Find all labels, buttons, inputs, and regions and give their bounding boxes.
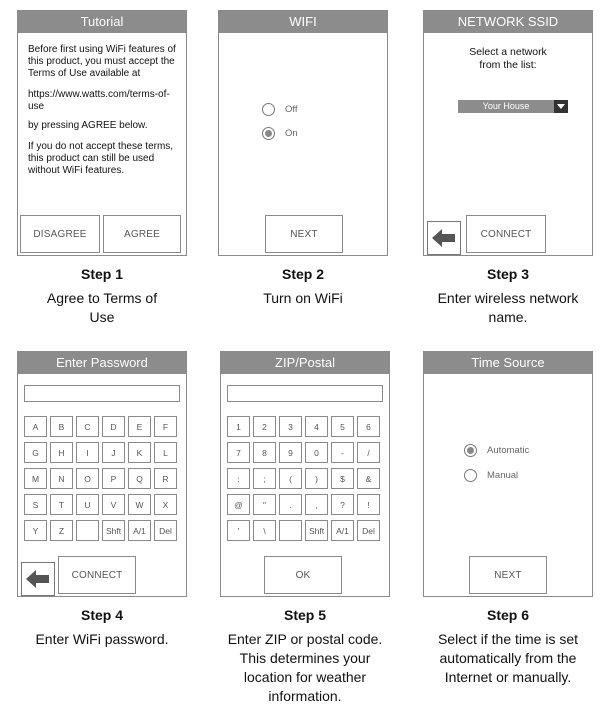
space-key[interactable] [279, 520, 302, 541]
terms-url: https://www.watts.com/terms-of-use [28, 89, 170, 112]
screen-title: Enter Password [18, 352, 186, 374]
key[interactable]: U [76, 494, 99, 515]
step-2-title: Step 2 [281, 266, 324, 282]
key[interactable]: H [50, 442, 73, 463]
mode-key[interactable]: A/1 [331, 520, 354, 541]
key[interactable]: S [24, 494, 47, 515]
radio-label: Manual [487, 470, 519, 481]
key[interactable]: A [24, 416, 47, 437]
key[interactable]: J [102, 442, 125, 463]
key[interactable]: / [357, 442, 380, 463]
screen-title: NETWORK SSID [424, 11, 592, 33]
key[interactable]: : [227, 468, 250, 489]
zip-screen [220, 351, 390, 597]
mode-key[interactable]: A/1 [128, 520, 151, 541]
key[interactable]: - [331, 442, 354, 463]
key[interactable]: 7 [227, 442, 250, 463]
key[interactable]: X [154, 494, 177, 515]
key[interactable]: . [279, 494, 302, 515]
key[interactable]: F [154, 416, 177, 437]
key[interactable]: ' [227, 520, 250, 541]
key[interactable]: N [50, 468, 73, 489]
next-button[interactable]: NEXT [469, 556, 547, 594]
screen-title: Time Source [424, 352, 592, 374]
terms-paragraph: Before first using WiFi features of this product, you must accept the Terms of Use available at [28, 44, 176, 79]
radio-off[interactable] [262, 103, 275, 116]
key[interactable]: $ [331, 468, 354, 489]
step-4-title: Step 4 [80, 607, 123, 623]
back-arrow-icon[interactable] [21, 562, 55, 596]
radio-label: Automatic [487, 445, 530, 456]
key[interactable]: \ [253, 520, 276, 541]
key[interactable]: I [76, 442, 99, 463]
step-3-title: Step 3 [486, 266, 529, 282]
network-dropdown[interactable] [458, 100, 568, 113]
step-6-description: Select if the time is set automatically from the Internet or manually. [437, 631, 579, 685]
key[interactable]: O [76, 468, 99, 489]
time-source-screen [423, 351, 593, 597]
terms-paragraph: by pressing AGREE below. [28, 120, 148, 131]
password-field[interactable] [24, 385, 180, 402]
key[interactable]: ; [253, 468, 276, 489]
key[interactable]: & [357, 468, 380, 489]
connect-button[interactable]: CONNECT [58, 556, 136, 594]
key[interactable]: M [24, 468, 47, 489]
alpha-keyboard [24, 416, 182, 541]
key[interactable]: 2 [253, 416, 276, 437]
key[interactable]: T [50, 494, 73, 515]
wifi-on-option[interactable] [262, 127, 298, 140]
ok-button[interactable]: OK [264, 556, 342, 594]
key[interactable]: L [154, 442, 177, 463]
terms-text [28, 44, 180, 186]
key[interactable]: Y [24, 520, 47, 541]
screen-title: ZIP/Postal [221, 352, 389, 374]
key[interactable]: P [102, 468, 125, 489]
zip-field[interactable] [227, 385, 383, 402]
key[interactable]: C [76, 416, 99, 437]
key[interactable]: D [102, 416, 125, 437]
key[interactable]: V [102, 494, 125, 515]
shift-key[interactable]: Shft [305, 520, 328, 541]
selected-network: Your House [482, 101, 530, 111]
radio-label: Off [285, 104, 298, 115]
screen-title: Tutorial [18, 11, 186, 33]
key[interactable]: W [128, 494, 151, 515]
key[interactable]: 1 [227, 416, 250, 437]
network-ssid-screen [423, 10, 593, 256]
disagree-button[interactable]: DISAGREE [20, 215, 100, 253]
key[interactable]: K [128, 442, 151, 463]
step-1-description: Agree to Terms of Use [46, 290, 158, 325]
step-3-description: Enter wireless network name. [437, 290, 579, 325]
key[interactable]: E [128, 416, 151, 437]
step-4-description: Enter WiFi password. [35, 631, 169, 647]
key[interactable]: ( [279, 468, 302, 489]
key[interactable]: 8 [253, 442, 276, 463]
password-screen [17, 351, 187, 597]
key[interactable]: 5 [331, 416, 354, 437]
step-1-title: Step 1 [80, 266, 123, 282]
key[interactable]: @ [227, 494, 250, 515]
key[interactable]: 6 [357, 416, 380, 437]
key[interactable]: 9 [279, 442, 302, 463]
key[interactable]: B [50, 416, 73, 437]
step-5-title: Step 5 [283, 607, 326, 623]
connect-button[interactable]: CONNECT [466, 215, 546, 253]
radio-label: On [285, 128, 298, 139]
key[interactable]: Q [128, 468, 151, 489]
delete-key[interactable]: Del [357, 520, 380, 541]
key[interactable]: ? [331, 494, 354, 515]
manual-option[interactable] [464, 469, 518, 482]
terms-paragraph: If you do not accept these terms, this product can still be used without WiFi features. [28, 141, 174, 176]
key[interactable]: ) [305, 468, 328, 489]
radio-on[interactable] [262, 127, 275, 140]
prompt-line: Select a network [469, 46, 547, 58]
step-6-title: Step 6 [486, 607, 529, 623]
step-5-description: Enter ZIP or postal code. This determines your location for weather information. [227, 631, 383, 704]
wifi-screen [218, 10, 388, 256]
symbol-keyboard [227, 416, 385, 541]
chevron-down-icon[interactable] [554, 100, 568, 113]
key[interactable]: ! [357, 494, 380, 515]
radio-manual[interactable] [464, 469, 477, 482]
key[interactable]: 0 [305, 442, 328, 463]
key[interactable]: R [154, 468, 177, 489]
shift-key[interactable]: Shft [102, 520, 125, 541]
key[interactable]: 3 [279, 416, 302, 437]
step-2-description: Turn on WiFi [263, 290, 343, 306]
key[interactable]: G [24, 442, 47, 463]
key[interactable]: Z [50, 520, 73, 541]
key[interactable]: 4 [305, 416, 328, 437]
back-arrow-icon[interactable] [427, 221, 461, 255]
tutorial-screen [17, 10, 187, 256]
agree-button[interactable]: AGREE [103, 215, 181, 253]
radio-automatic[interactable] [464, 444, 477, 457]
wifi-off-option[interactable] [262, 103, 298, 116]
space-key[interactable] [76, 520, 99, 541]
network-prompt [424, 46, 592, 72]
prompt-line: from the list: [479, 59, 537, 71]
key[interactable]: " [253, 494, 276, 515]
screen-title: WIFI [219, 11, 387, 33]
delete-key[interactable]: Del [154, 520, 177, 541]
next-button[interactable]: NEXT [265, 215, 343, 253]
key[interactable]: , [305, 494, 328, 515]
automatic-option[interactable] [464, 444, 529, 457]
